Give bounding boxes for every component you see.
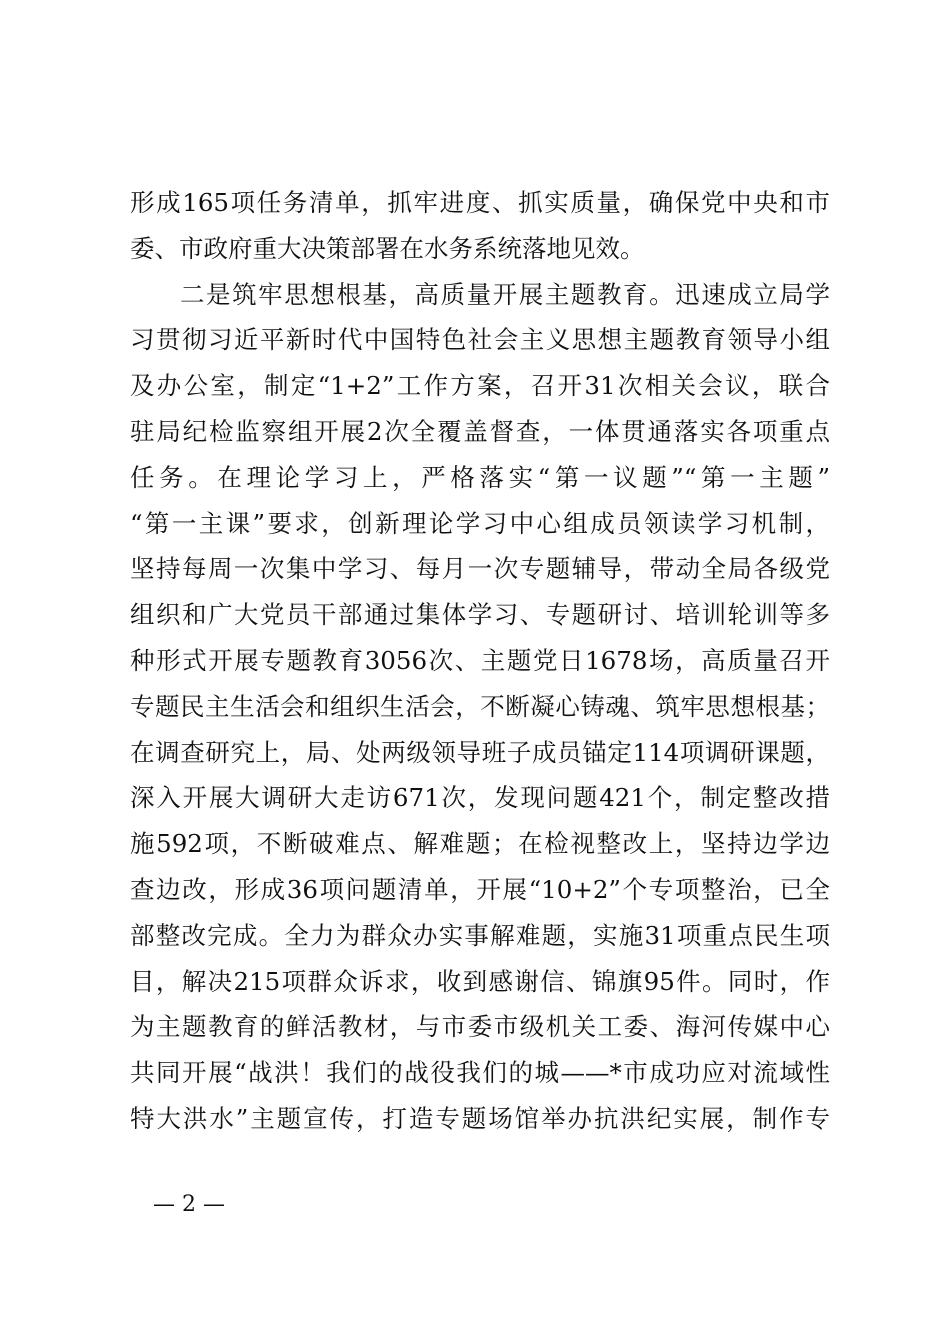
text-line-19: 为主题教育的鲜活教材，与市委市级机关工委、海河传媒中心	[130, 1012, 830, 1042]
text-line-16: 查边改，形成36项问题清单，开展“10+2”个专项整治，已全	[130, 874, 830, 904]
text-line-9: 坚持每周一次集中学习、每月一次专题辅导，带动全局各级党	[130, 554, 830, 584]
text-line-11: 种形式开展专题教育3056次、主题党日1678场，高质量召开	[130, 645, 830, 675]
page-number: — 2 —	[153, 1192, 225, 1217]
text-line-21: 特大洪水”主题宣传，打造专题场馆举办抗洪纪实展，制作专	[130, 1103, 830, 1133]
text-line-13: 在调查研究上，局、处两级领导班子成员锚定114项调研课题，	[130, 737, 830, 767]
text-line-6: 驻局纪检监察组开展2次全覆盖督查，一体贯通落实各项重点	[130, 416, 830, 446]
text-line-4: 习贯彻习近平新时代中国特色社会主义思想主题教育领导小组	[130, 325, 830, 355]
text-line-1: 形成165项任务清单，抓牢进度、抓实质量，确保党中央和市	[130, 188, 830, 217]
text-line-14: 深入开展大调研大走访671次，发现问题421个，制定整改措	[130, 783, 830, 813]
document-body	[130, 180, 830, 1142]
text-line-20: 共同开展“战洪！我们的战役我们的城——*市成功应对流域性	[130, 1058, 830, 1088]
text-line-5: 及办公室，制定“1+2”工作方案，召开31次相关会议，联合	[130, 371, 830, 401]
text-line-10: 组织和广大党员干部通过集体学习、专题研讨、培训轮训等多	[130, 600, 830, 630]
text-line-8: “第一主课”要求，创新理论学习中心组成员领读学习机制，	[130, 508, 830, 538]
text-line-15: 施592项，不断破难点、解难题；在检视整改上，坚持边学边	[130, 829, 830, 859]
text-line-2: 委、市政府重大决策部署在水务系统落地见效。	[130, 233, 645, 263]
text-line-18: 目，解决215项群众诉求，收到感谢信、锦旗95件。同时，作	[130, 966, 830, 996]
text-line-3-paragraph-start: 二是筑牢思想根基，高质量开展主题教育。迅速成立局学	[180, 279, 830, 309]
text-line-12: 专题民主生活会和组织生活会，不断凝心铸魂、筑牢思想根基；	[130, 691, 830, 721]
text-line-7: 任务。在理论学习上，严格落实“第一议题”“第一主题”	[130, 462, 830, 492]
text-line-17: 部整改完成。全力为群众办实事解难题，实施31项重点民生项	[130, 920, 830, 950]
